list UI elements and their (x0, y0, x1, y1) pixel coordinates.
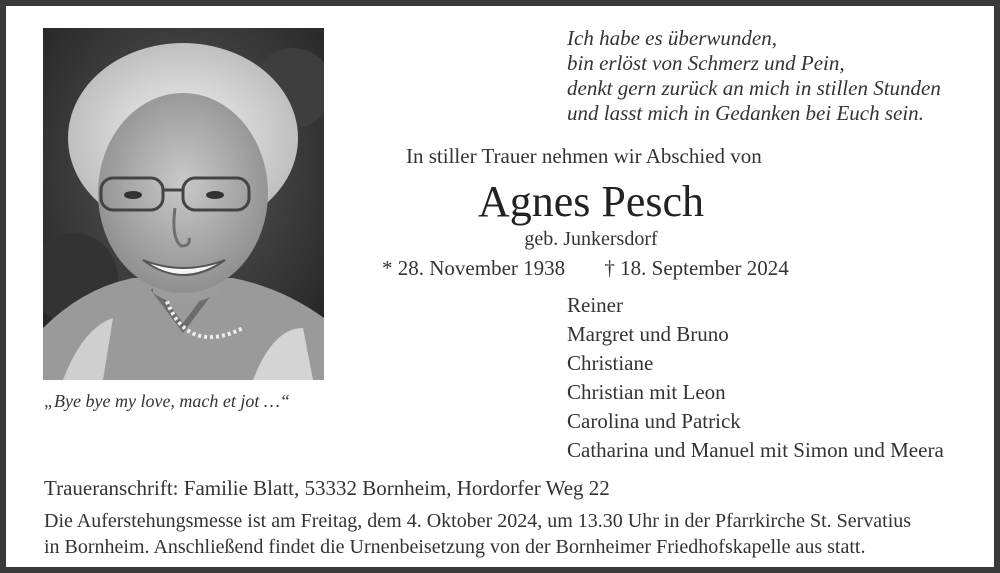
death-date: † 18. September 2024 (604, 256, 789, 280)
photo-caption: „Bye bye my love, mach et jot …“ (44, 391, 290, 411)
portrait-photo (43, 28, 324, 380)
poem (567, 26, 987, 126)
service-line: Die Auferstehungsmesse ist am Freitag, dem 4. Oktober 2024, um 13.30 Uhr in der Pfarrkirche St. Servatius (44, 510, 912, 532)
poem-line: und lasst mich in Gedanken bei Euch sein. (567, 101, 924, 125)
service-line: in Bornheim. Anschließend findet die Urnenbeisetzung von der Bornheimer Friedhofskapelle aus statt. (44, 536, 866, 558)
family-list (567, 291, 987, 465)
family-member: Christiane (567, 351, 654, 375)
family-member: Reiner (567, 293, 623, 317)
life-dates (382, 256, 842, 281)
family-member: Carolina und Patrick (567, 409, 741, 433)
mourning-address: Traueranschrift: Familie Blatt, 53332 Bornheim, Hordorfer Weg 22 (44, 476, 610, 500)
family-member: Catharina und Manuel mit Simon und Meera (567, 438, 944, 462)
poem-line: bin erlöst von Schmerz und Pein, (567, 51, 845, 75)
family-member: Christian mit Leon (567, 380, 726, 404)
intro-text: In stiller Trauer nehmen wir Abschied von (406, 144, 762, 168)
maiden-name: geb. Junkersdorf (524, 228, 658, 250)
poem-line: Ich habe es überwunden, (567, 26, 777, 50)
family-member: Margret und Bruno (567, 322, 729, 346)
portrait-image (43, 28, 324, 380)
birth-date: * 28. November 1938 (382, 256, 566, 280)
poem-line: denkt gern zurück an mich in stillen Stunden (567, 76, 941, 100)
service-info (44, 508, 974, 560)
deceased-name: Agnes Pesch (477, 177, 705, 226)
